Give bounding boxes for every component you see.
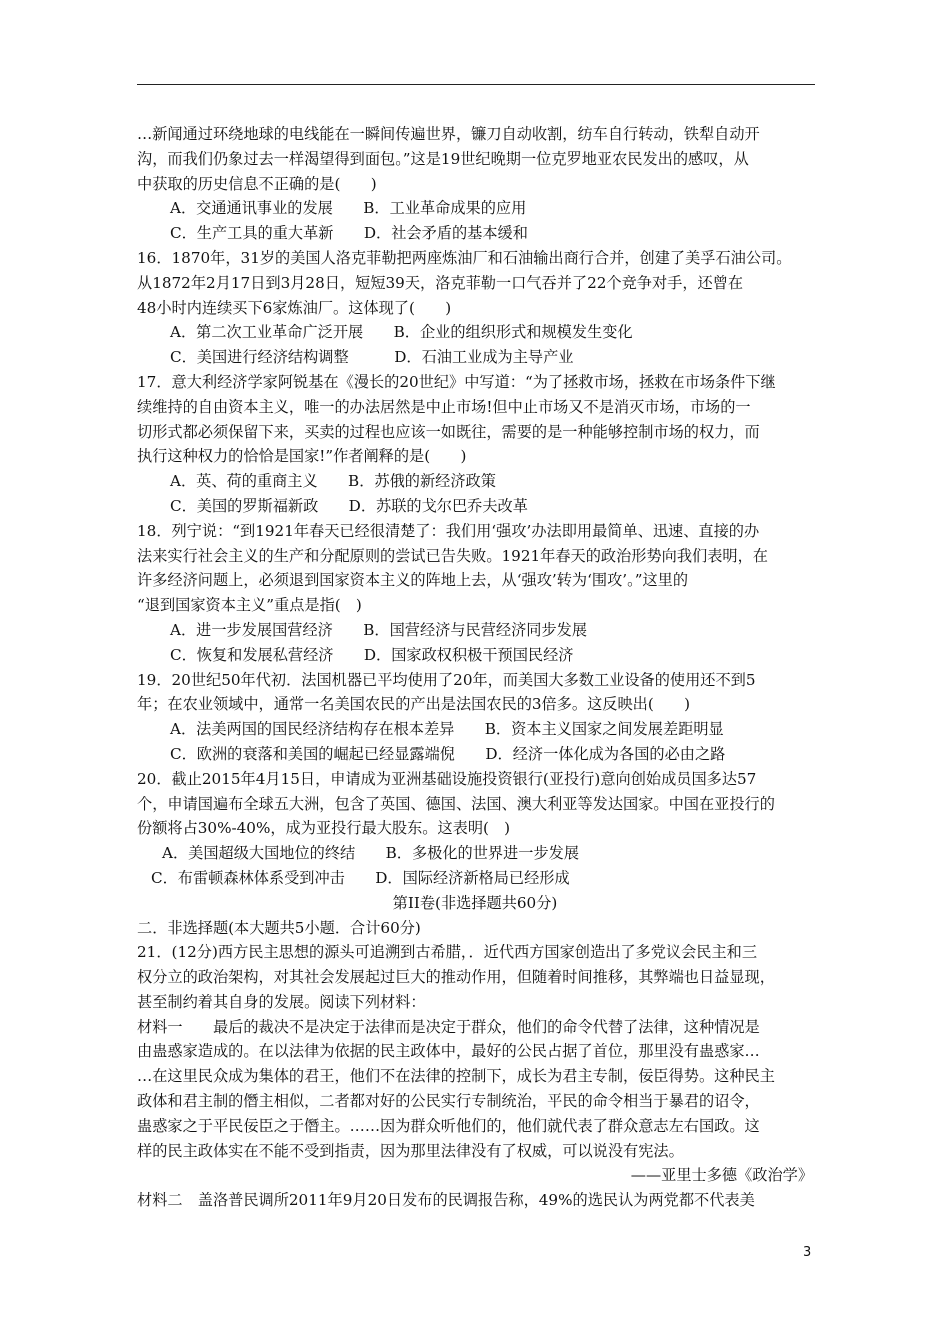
text-line: 20．截止2015年4月15日，申请成为亚洲基础设施投资银行(亚投行)意向创始成员国多达57	[137, 769, 757, 788]
text-line: 个，申请国遍布全球五大洲，包含了英国、德国、法国、澳大利亚等发达国家。中国在亚投行的	[137, 794, 775, 813]
text-line: 二．非选择题(本大题共5小题．合计60分)	[137, 918, 421, 937]
text-line: 19．20世纪50年代初．法国机器已平均使用了20年，而美国大多数工业设备的使用还不到5	[137, 670, 756, 689]
text-line: C．美国进行经济结构调整 D．石油工业成为主导产业	[170, 348, 574, 367]
text-line: …新闻通过环绕地球的电线能在一瞬间传遍世界，镰刀自动收割，纺车自行转动，铁犁自动开	[137, 125, 760, 143]
text-line: A．英、荷的重商主义 B．苏俄的新经济政策	[170, 472, 496, 491]
text-line: A．法美两国的国民经济结构存在根本差异 B．资本主义国家之间发展差距明显	[170, 720, 724, 739]
text-line: 许多经济问题上，必须退到国家资本主义的阵地上去，从‘强攻’转为‘围攻’。”这里的	[137, 571, 689, 590]
text-line: 由蛊惑家造成的。在以法律为依据的民主政体中，最好的公民占据了首位，那里没有蛊惑家…	[137, 1042, 760, 1061]
text-line: 续维持的自由资本主义，唯一的办法居然是中止市场!但中止市场又不是消灭市场，市场的一	[137, 397, 751, 416]
text-line: 权分立的政治架构，对其社会发展起过巨大的推动作用，但随着时间推移，其弊端也日益显现，	[137, 968, 775, 987]
document-body	[137, 122, 827, 1213]
text-line: 切形式都必须保留下来，买卖的过程也应该一如既往，需要的是一种能够控制市场的权力，而	[137, 422, 760, 441]
text-line: 政体和君主制的僭主相似，二者都对好的公民实行专制统治，平民的命令相当于暴君的诏令，	[137, 1092, 760, 1111]
text-line: “退到国家资本主义”重点是指( )	[137, 596, 362, 615]
text-line: …在这里民众成为集体的君王，他们不在法律的控制下，成长为君主专制，佞臣得势。这种民主	[137, 1067, 775, 1086]
text-line: 21．(12分)西方民主思想的源头可追溯到古希腊，．近代西方国家创造出了多党议会民主和三	[137, 943, 758, 962]
text-line: 材料二 盖洛普民调所2011年9月20日发布的民调报告称，49%的选民认为两党都不代表美	[137, 1191, 755, 1210]
text-line: 第II卷(非选择题共60分)	[392, 893, 558, 912]
text-line: 甚至制约着其自身的发展。阅读下列材料：	[137, 992, 426, 1011]
text-line: A．交通通讯事业的发展 B．工业革命成果的应用	[170, 199, 527, 218]
text-line: 法来实行社会主义的生产和分配原则的尝试已告失败。1921年春天的政治形势向我们表明，在	[137, 546, 768, 565]
text-line: A．进一步发展国营经济 B．国营经济与民营经济同步发展	[170, 620, 588, 639]
page-number: 3	[803, 1245, 812, 1260]
text-line: 蛊惑家之于平民佞臣之于僭主。……因为群众听他们的，他们就代表了群众意志左右国政。这	[137, 1116, 760, 1135]
text-line: 从1872年2月17日到3月28日，短短39天，洛克菲勒一口气吞并了22个竞争对手，还曾在	[137, 273, 744, 292]
text-line: 沟，而我们仍象过去一样渴望得到面包。”这是19世纪晚期一位克罗地亚农民发出的感叹，从	[137, 149, 749, 168]
text-line: 年；在农业领域中，通常一名美国农民的产出是法国农民的3倍多。这反映出( )	[137, 695, 691, 714]
text-line: 执行这种权力的恰恰是国家!”作者阐释的是( )	[137, 447, 467, 466]
text-line: C．美国的罗斯福新政 D．苏联的戈尔巴乔夫改革	[170, 496, 528, 515]
text-line: 样的民主政体实在不能不受到指责，因为那里法律没有了权威，可以说没有宪法。	[137, 1141, 684, 1160]
text-line: A．第二次工业革命广泛开展 B．企业的组织形式和规模发生变化	[170, 323, 633, 342]
text-line: 份额将占30%-40%，成为亚投行最大股东。这表明( )	[137, 819, 511, 838]
text-line: C．布雷顿森林体系受到冲击 D．国际经济新格局已经形成	[151, 868, 570, 887]
text-line: 17．意大利经济学家阿锐基在《漫长的20世纪》中写道：“为了拯救市场，拯救在市场条件下继	[137, 372, 776, 391]
text-line: C．生产工具的重大革新 D．社会矛盾的基本缓和	[170, 224, 528, 243]
text-line: C．恢复和发展私营经济 D．国家政权积极干预国民经济	[170, 645, 574, 664]
text-line: 18．列宁说：“到1921年春天已经很清楚了：我们用‘强攻’办法即用最简单、迅速、直接的办	[137, 521, 760, 540]
header-rule	[137, 84, 815, 85]
text-line: C．欧洲的衰落和美国的崛起已经显露端倪 D．经济一体化成为各国的必由之路	[170, 744, 726, 763]
text-line: 48小时内连续买下6家炼油厂。这体现了( )	[137, 298, 452, 317]
text-line: ——亚里士多德《政治学》	[630, 1166, 813, 1185]
text-line: 材料一 最后的裁决不是决定于法律而是决定于群众，他们的命令代替了法律，这种情况是	[137, 1017, 760, 1036]
text-line: A．美国超级大国地位的终结 B．多极化的世界进一步发展	[162, 844, 580, 863]
text-line: 16．1870年，31岁的美国人洛克菲勒把两座炼油厂和石油输出商行合并，创建了美孚石油公司。	[137, 248, 792, 267]
text-line: 中获取的历史信息不正确的是( )	[137, 174, 377, 193]
